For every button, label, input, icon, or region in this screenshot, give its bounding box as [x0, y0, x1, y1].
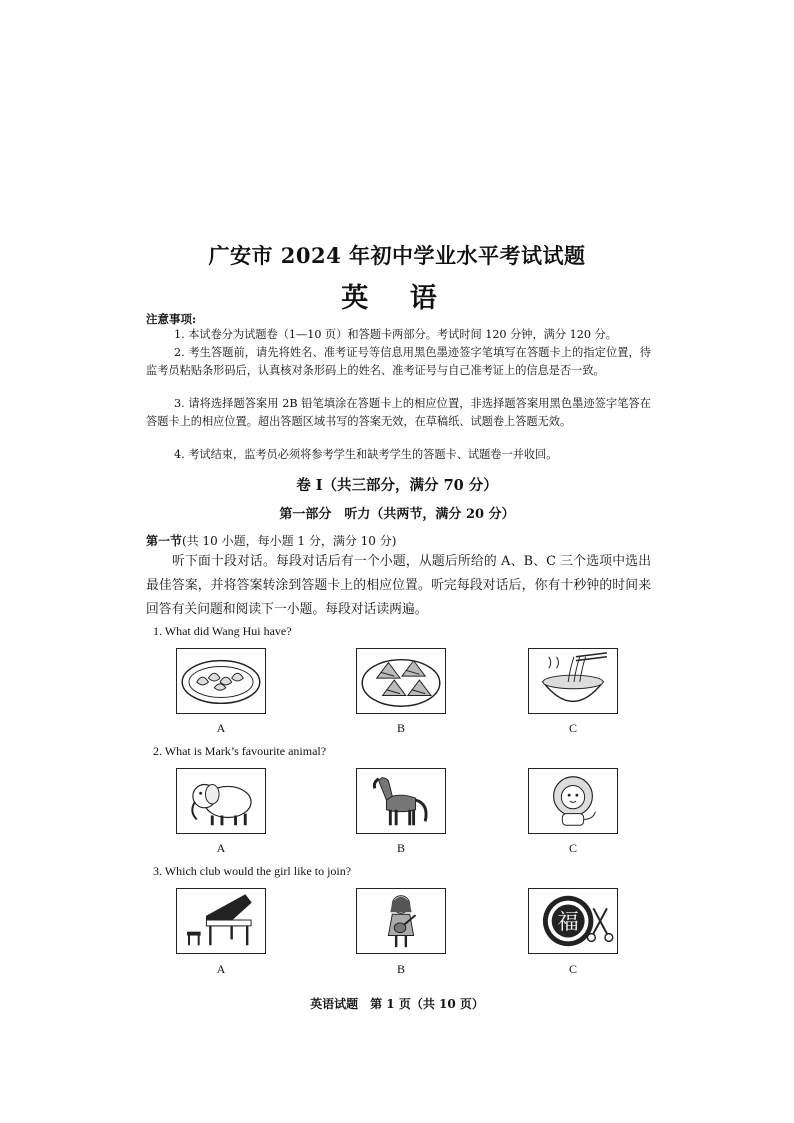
section-label: 第一节 [146, 534, 183, 548]
question-2: 2. What is Mark’s favourite animal? [153, 744, 327, 758]
option-label: B [396, 721, 405, 735]
option-label: C [568, 841, 577, 855]
notice-item: 4. 考试结束，监考员必须将参考学生和缺考学生的答题卡、试题卷一并收回。 [174, 448, 558, 461]
rice-dumplings-image [356, 648, 446, 714]
girl-guitar-image [356, 888, 446, 954]
option-label: A [216, 962, 226, 976]
option-label: C [568, 962, 577, 976]
svg-text:福: 福 [557, 909, 579, 935]
lion-image [528, 768, 618, 834]
notice-item: 2. 考生答题前，请先将姓名、准考证号等信息用黑色墨迹签字笔填写在答题卡上的指定位置，待监考员粘贴条形码后，认真核对条形码上的姓名、准考证号与自己准考证上的信息是否一致。 [146, 346, 651, 377]
question-3: 3. Which club would the girl like to join? [153, 864, 352, 878]
piano-image [176, 888, 266, 954]
exam-title: 广安市 2024 年初中学业水平考试试题 [208, 243, 586, 268]
volume-title: 卷 I（共三部分，满分 70 分） [296, 477, 498, 494]
paper-cutting-image [528, 888, 618, 954]
notice-item: 1. 本试卷分为试题卷（1—10 页）和答题卡两部分。考试时间 120 分钟，满分 120 分。 [174, 328, 617, 341]
option-label: B [396, 841, 405, 855]
question-1: 1. What did Wang Hui have? [153, 624, 292, 638]
section-instructions: 听下面十段对话。每段对话后有一个小题，从题后所给的 A、B、C 三个选项中选出最佳答案，并将答案转涂到答题卡上的相应位置。听完每段对话后，你有十秒钟的时间来回答有关问题和阅读下一小题。每段对话读两遍。 [146, 554, 651, 617]
section-heading [146, 532, 396, 549]
option-label: C [568, 721, 577, 735]
section-detail: (共 10 小题，每小题 1 分，满分 10 分) [182, 534, 397, 548]
option-label: B [396, 962, 405, 976]
horse-image [356, 768, 446, 834]
page-footer: 英语试题 第 1 页（共 10 页） [310, 997, 484, 1011]
elephant-image [176, 768, 266, 834]
noodles-bowl-image [528, 648, 618, 714]
notice-item: 3. 请将选择题答案用 2B 铅笔填涂在答题卡上的相应位置，非选择题答案用黑色墨迹签字笔答在答题卡上的相应位置。超出答题区域书写的答案无效，在草稿纸、试题卷上答题无效。 [146, 397, 651, 428]
dumplings-plate-image [176, 648, 266, 714]
option-label: A [216, 721, 226, 735]
subject-title: 英 语 [341, 283, 453, 314]
part-title: 第一部分 听力（共两节，满分 20 分） [279, 507, 515, 522]
notice-heading: 注意事项: [146, 312, 197, 326]
option-label: A [216, 841, 226, 855]
